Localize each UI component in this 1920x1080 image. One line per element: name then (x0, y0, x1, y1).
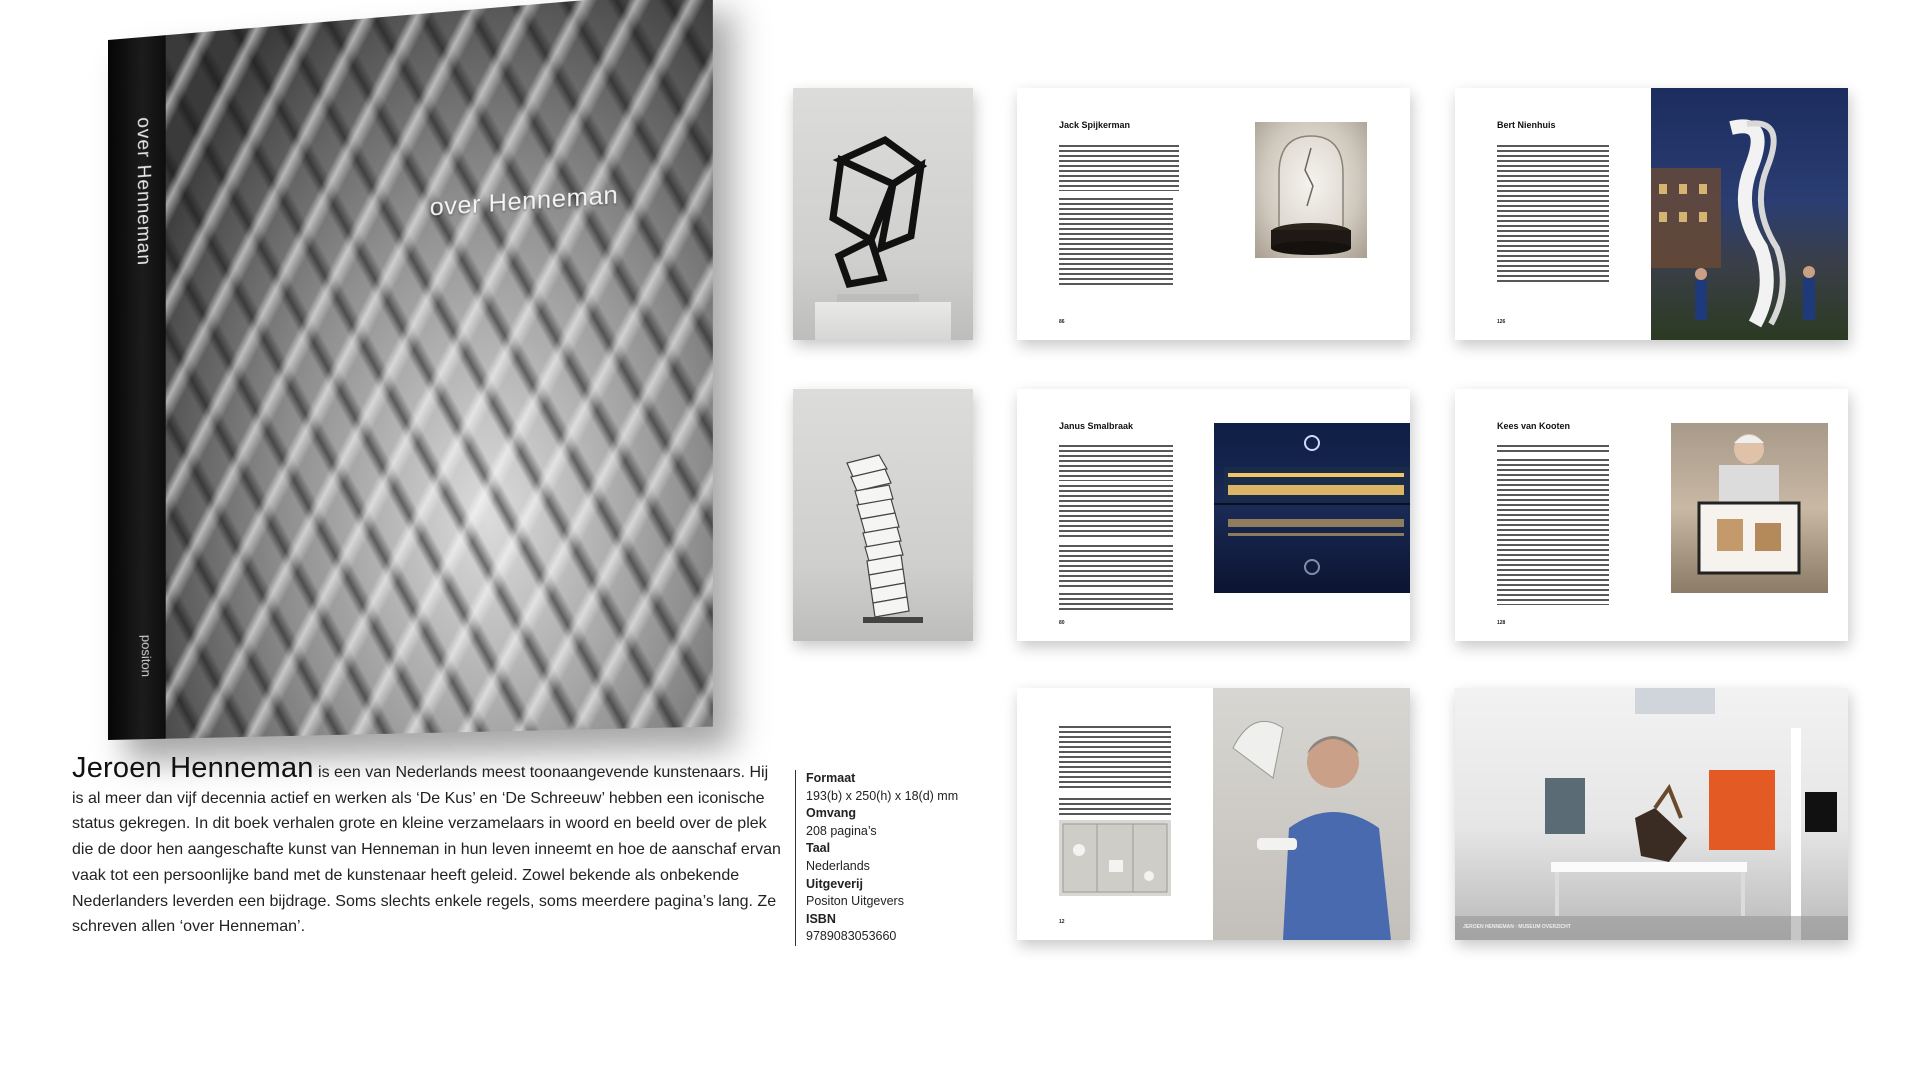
spread-jack-spijkerman (1017, 88, 1410, 340)
body-text-block (1059, 545, 1173, 589)
description-text: is een van Nederlands meest toonaangevende kunstenaars. Hij is al meer dan vijf decennia actief en werken als ‘De Kus’ en ‘De Schreeuw’ hebben een iconische status gekregen. In dit boek verhalen grote en kleine verzamelaars in woord en beeld over de plek die de door hen aangeschafte kunst van Henneman in hun leven inneemt en hoe de aanschaf ervan vaak tot een persoonlijke band met de kunstenaar heeft geleid. Zowel bekende als onbekende Nederlanders leverden een bijdrage. Soms slechts enkele regels, soms meerdere pagina’s lang. Ze schreven allen ‘over Henneman’. (72, 764, 781, 936)
body-text-block (1059, 798, 1171, 816)
spread-bert-nienhuis (1455, 88, 1848, 340)
book-specs (795, 770, 985, 946)
artist-name: Jeroen Henneman (72, 752, 314, 784)
body-text-block (1497, 445, 1609, 455)
stack-sculpture-illustration (793, 389, 973, 641)
page-number: 86 (1059, 319, 1065, 325)
spread-title: Jack Spijkerman (1059, 120, 1131, 130)
page-number: 80 (1059, 620, 1065, 626)
spec-uitgeverij-label: Uitgeverij (806, 876, 863, 891)
spec-formaat-value: 193(b) x 250(h) x 18(d) mm (806, 788, 959, 803)
body-text-block (1059, 145, 1179, 191)
page-number: 126 (1497, 319, 1506, 325)
pedestal (815, 302, 951, 340)
photo-artist-portrait (1213, 688, 1410, 940)
page-number: 128 (1497, 620, 1506, 626)
spec-omvang-label: Omvang (806, 806, 857, 821)
book-cover-image (108, 40, 708, 740)
spread-title: Janus Smalbraak (1059, 421, 1134, 431)
body-text-block (1059, 485, 1173, 539)
page-sculpture-cube (793, 88, 973, 340)
book-3d (108, 0, 713, 740)
spread-janus-smalbraak (1017, 389, 1410, 641)
body-text-block (1497, 459, 1609, 605)
spread-kees-van-kooten (1455, 389, 1848, 641)
spread-title: Kees van Kooten (1497, 421, 1571, 431)
spec-formaat-label: Formaat (806, 771, 856, 785)
body-text-block (1059, 445, 1173, 481)
spec-taal-value: Nederlands (806, 858, 870, 873)
book-spine (108, 35, 166, 740)
body-text-block (1059, 726, 1171, 788)
spread-studio-portrait (1017, 688, 1410, 940)
museum-caption: JEROEN HENNEMAN · MUSEUM OVERZICHT (1463, 924, 1571, 930)
spread-museum (1455, 688, 1848, 940)
spec-isbn-value: 9789083053660 (806, 929, 897, 944)
spec-uitgeverij-value: Positon Uitgevers (806, 894, 904, 909)
spec-taal-label: Taal (806, 841, 831, 856)
photo-sculpture-night (1651, 88, 1848, 340)
body-text-block (1059, 198, 1173, 286)
cover-title: over Henneman (429, 181, 619, 222)
page-number: 12 (1059, 919, 1065, 925)
book-front-cover (166, 0, 713, 739)
spread-title: Bert Nienhuis (1497, 120, 1556, 130)
photo-glass-dome (1255, 122, 1367, 258)
spine-publisher: positon (138, 634, 154, 678)
photo-building-night (1214, 423, 1410, 593)
spec-isbn-label: ISBN (806, 911, 836, 926)
photo-man-with-artwork (1671, 423, 1828, 593)
photo-museum-gallery (1455, 688, 1848, 940)
body-text-block (1497, 145, 1609, 283)
page-sculpture-stack (793, 389, 973, 641)
book-description (72, 752, 782, 940)
spec-omvang-value: 208 pagina’s (806, 823, 877, 838)
photo-box-shelves (1059, 820, 1171, 896)
body-text-block (1059, 593, 1173, 611)
spine-title: over Henneman (132, 116, 154, 267)
